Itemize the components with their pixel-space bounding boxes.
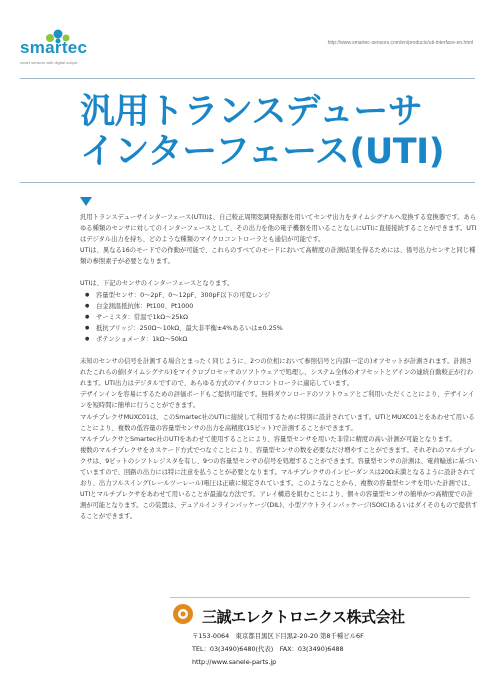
- logo-text: smartec: [20, 38, 88, 57]
- sensor-list: [80, 290, 478, 345]
- body-text: [80, 212, 478, 522]
- sensor-item: ● ポテンショメータ：1kΩ〜50kΩ: [80, 334, 478, 345]
- footer-divider: [170, 597, 470, 598]
- company-web-link[interactable]: http://www.sanele-parts.jp: [192, 658, 277, 666]
- title-divider: [20, 182, 475, 183]
- detail-paragraph: マルチプレクサMUXC01は、このSmartec社のUTIに接続して利用するために特別に設計されています。UTIとMUXC01とをあわせて用いることにより、複数の低容量の容量型センサの出力を高精度(15ビット)で計測することができます。: [80, 413, 475, 432]
- intro-paragraph: UTIは、異なる16のモードでの作動が可能で、これらのすべてのモードにおいて高精度の計測結果を得るためには、係号出力センサと同じ種類の参照素子が必要となります。: [80, 247, 476, 266]
- company-address: 〒153-0064 東京都目黒区下目黒2-20-20 第8千種ビル6F: [192, 632, 364, 640]
- detail-paragraph: デザインインを容易にするための評価ボードもご提供可能です。無料ダウンロードのソフトウェアとご利用いただくことにより、デザインインを短時間に簡単に行うことができます。: [80, 391, 475, 410]
- detail-paragraph: 複数のマルチプレクサをカスケード方式でつなぐことにより、容量型センサの数を必要なだけ増やすことができます。それぞれのマルチプレクサは、9ビットのシフトレジスタを有し、9つの容量型センサの信号を処理することができます。容量型センサの計測は、電荷輸送に基づいていますので、回路の出力には特に注意を払うことが必要となります。マルチプレクサのインピーダンスは20Ω未満となるように設計されており、出力フルスイング(レールツーレール)電圧は正確に規定されています。このようなことから、複数の容量型センサを用いた計測では、UTIとマルチプレクサをあわせて用いることが最適な方法です。アレイ構造を組むことにより、個々の容量型センサの簡単かつ高精度での計測が可能となります。この装置は、デュアルインラインパッケージ(DIL)、小型アウトラインパッケージ(SOIC)あるいはダイそのもので提供することができます。: [80, 446, 478, 521]
- page-title: [80, 92, 444, 172]
- header-url-link[interactable]: http://www.smartec-sensors.com/en/products/uti-interface-en.html: [327, 40, 473, 46]
- detail-paragraph: 未知のセンサの信号を計測する場合とまったく同じように、2つの位相において参照信号と内部(一定の)オフセットが計測されます。計測されたこれらの値(タイムシグナル)をマイクロプロセッサのソフトウェアで処理し、システム全体のオフセットとゲインの連続自動較正が行われます。UTI出力はデジタルですので、あらゆる方式のマイクロコントローラに適応しています。: [80, 358, 473, 388]
- header-divider: [20, 78, 475, 79]
- detail-paragraph: マルチプレクサとSmartec社のUTIをあわせて使用することにより、容量型センサを用いた非常に精度の高い計測が可能となります。: [80, 435, 456, 443]
- logo-tagline: smart sensors with digital output: [20, 60, 78, 65]
- company-logo-icon: [172, 603, 194, 625]
- company-block: [172, 603, 405, 627]
- sensor-intro: UTIは、下記のセンサのインターフェースとなります。: [80, 280, 234, 288]
- sensor-item: ● サーミスタ：常温で1kΩ〜25kΩ: [80, 312, 478, 323]
- company-phone-fax: TEL：03(3490)6480(代表) FAX：03(3490)6488: [192, 645, 344, 653]
- title-line-1: 汎用トランスデューサ: [80, 92, 423, 132]
- title-line-2: インターフェース(UTI): [80, 132, 445, 172]
- intro-paragraph: 汎用トランスデューサインターフェース(UTI)は、自己較正周期変調発振器を用いてセンサ出力をタイムシグナルへ変換する変換器です。あらゆる種類のセンサに対してのインターフェースとして、その出力を他の電子機器を用いることなしにUTIに直接接続することができます。UTIはデジタル出力を持ち、どのような種類のマイクロコントローラとも通信が可能です。: [80, 214, 477, 244]
- company-name: 三誠エレクトロニクス株式会社: [202, 608, 405, 626]
- company-contact: [192, 630, 364, 669]
- sensor-item: ● 抵抗ブリッジ：250Ω〜10kΩ、最大非平衡±4%あるいは±0.25%: [80, 323, 478, 334]
- sensor-item: ● 容量型センサ：0〜2pF、0〜12pF、300pF以下の可変レンジ: [80, 290, 478, 301]
- sensor-item: ● 白金測温抵抗体：Pt100、Pt1000: [80, 301, 478, 312]
- section-arrow-icon: [80, 197, 92, 206]
